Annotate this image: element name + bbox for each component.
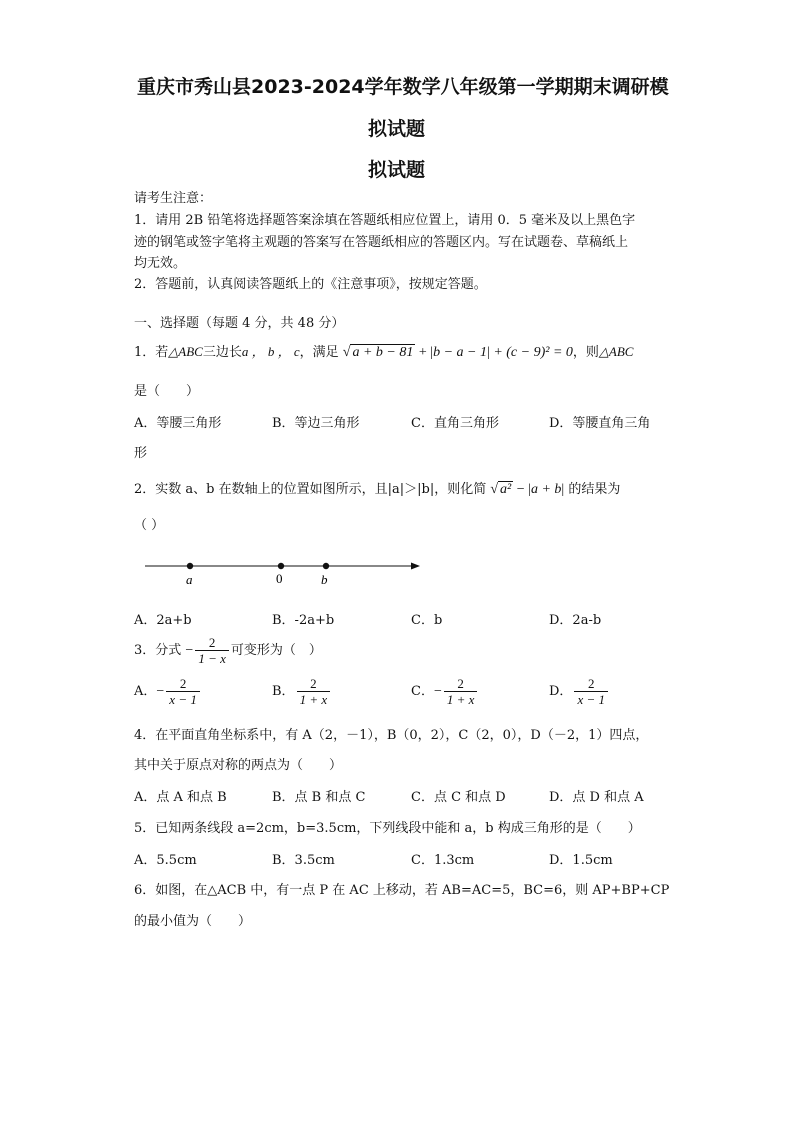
q3-option-d[interactable]: [549, 676, 610, 707]
q3-tail: 可变形为（ ）: [230, 643, 322, 658]
q2-tail: 的结果为: [568, 482, 621, 497]
q1-option-a[interactable]: A．等腰三角形: [134, 416, 222, 431]
q4-option-c[interactable]: C．点 C 和点 D: [411, 790, 506, 805]
q6-line1: 6．如图，在△ACB 中，有一点 P 在 AC 上移动，若 AB=AC=5，BC=6，则 AP+BP+CP: [134, 883, 670, 898]
q1-expr-rest: + (c − 9)² = 0: [493, 345, 573, 360]
q3-num: 2: [195, 635, 229, 651]
q2-expr-sqrt: a²: [500, 482, 512, 497]
q4-line2: 其中关于原点对称的两点为（ ）: [134, 758, 343, 773]
q2-option-c[interactable]: C．b: [411, 613, 443, 628]
q6-line2: 的最小值为（ ）: [134, 914, 252, 929]
notice-item2: 2．答题前，认真阅读答题纸上的《注意事项》，按规定答题。: [134, 277, 487, 292]
point-b: [323, 563, 329, 569]
notice-item1-line2: 迹的钢笔或签字笔将主观题的答案写在答题纸相应的答题区内。写在试题卷、草稿纸上: [134, 235, 629, 250]
q3-prefix: 3．分式: [134, 643, 182, 658]
q1-cond-label: ，满足: [299, 345, 339, 360]
q3-c-minus: −: [433, 684, 442, 699]
q3-d-fraction: [574, 676, 608, 707]
q3-b-fraction: [297, 676, 331, 707]
doc-title-line3: 拟试题: [368, 159, 426, 181]
q1-end-label: ，则: [572, 345, 599, 360]
q5-stem: 5．已知两条线段 a=2cm，b=3.5cm，下列线段中能和 a，b 构成三角形的是（ ）: [134, 821, 641, 836]
q5-option-d[interactable]: D．1.5cm: [549, 853, 613, 868]
point-0: [278, 563, 284, 569]
q4-option-d[interactable]: D．点 D 和点 A: [549, 790, 644, 805]
q1-option-d[interactable]: D．等腰直角三角: [549, 416, 651, 431]
doc-title-line2: 拟试题: [368, 118, 426, 140]
q3-d-num: 2: [574, 676, 608, 692]
label-b: b: [321, 572, 328, 587]
q3-c-num: 2: [444, 676, 478, 692]
q3-fraction: [195, 635, 229, 666]
q1-stem: [134, 341, 633, 361]
section1-heading: 一、选择题（每题 4 分，共 48 分）: [134, 316, 345, 331]
q3-minus: −: [185, 643, 194, 658]
q3-d-label: D．: [549, 684, 573, 699]
q3-a-label: A．: [134, 684, 157, 699]
q2-option-d[interactable]: D．2a-b: [549, 613, 602, 628]
q3-a-num: 2: [166, 676, 200, 692]
q3-c-label: C．: [411, 684, 434, 699]
q1-prefix: 1．若: [134, 345, 169, 360]
q1-triangle-2: △ABC: [598, 344, 634, 359]
q2-stem: [134, 478, 620, 498]
q5-option-c[interactable]: C．1.3cm: [411, 853, 475, 868]
q2-option-a[interactable]: A．2a+b: [134, 613, 192, 628]
q2-paren: （ ）: [134, 518, 165, 533]
q1-option-d-wrap: 形: [134, 446, 148, 461]
q1-option-c[interactable]: C．直角三角形: [411, 416, 499, 431]
q3-a-den: x − 1: [169, 692, 197, 707]
q3-c-den: 1 + x: [446, 692, 475, 707]
point-a: [187, 563, 193, 569]
number-line: [140, 555, 430, 591]
q3-a-minus: −: [156, 684, 165, 699]
label-0: 0: [276, 571, 283, 586]
q2-text: 2．实数 a、b 在数轴上的位置如图所示，且|a|＞|b|，则化简: [134, 482, 487, 497]
q4-line1: 4．在平面直角坐标系中，有 A（2，－1），B（0，2），C（2，0），D（－2，1）四点，: [134, 728, 649, 743]
q1-expression: √ a + b − 81 + |b − a − 1| + (c − 9)² = 0: [342, 345, 573, 360]
q3-option-c[interactable]: [411, 676, 479, 707]
q3-option-a[interactable]: [134, 676, 202, 707]
q5-option-a[interactable]: A．5.5cm: [134, 853, 197, 868]
q1-triangle: △ABC: [168, 344, 203, 359]
notice-heading: 请考生注意：: [134, 191, 213, 206]
q5-option-b[interactable]: B．3.5cm: [272, 853, 335, 868]
q1-vars: a ， b ， c: [241, 344, 300, 359]
q3-b-den: 1 + x: [299, 692, 328, 707]
q3-d-den: x − 1: [577, 692, 605, 707]
label-a: a: [186, 572, 193, 587]
q4-option-b[interactable]: B．点 B 和点 C: [272, 790, 366, 805]
q3-b-label: B．: [272, 684, 295, 699]
q1-mid: 三边长: [202, 345, 242, 360]
number-line-arrow: [411, 563, 420, 570]
q3-a-fraction: [166, 676, 200, 707]
q1-option-b[interactable]: B．等边三角形: [272, 416, 360, 431]
q1-line2: 是（ ）: [134, 384, 200, 399]
q3-den: 1 − x: [198, 651, 226, 666]
q1-expr-sqrt: a + b − 81: [352, 345, 414, 360]
q3-b-num: 2: [297, 676, 331, 692]
q3-c-fraction: [444, 676, 478, 707]
q3-stem: [134, 635, 322, 666]
q1-expr-abs: b − a − 1: [433, 345, 487, 360]
q2-expr-abs: a + b: [530, 482, 562, 497]
doc-title-line1: 重庆市秀山县2023-2024学年数学八年级第一学期期末调研模: [137, 76, 669, 98]
q4-option-a[interactable]: A．点 A 和点 B: [134, 790, 227, 805]
q3-option-b[interactable]: [272, 676, 332, 707]
notice-item1-line1: 1．请用 2B 铅笔将选择题答案涂填在答题纸相应位置上，请用 0．5 毫米及以上黑色字: [134, 213, 636, 228]
notice-item1-line3: 均无效。: [134, 256, 187, 271]
q2-expression: √ a² − |a + b|: [490, 482, 565, 497]
q2-option-b[interactable]: B．-2a+b: [272, 613, 335, 628]
